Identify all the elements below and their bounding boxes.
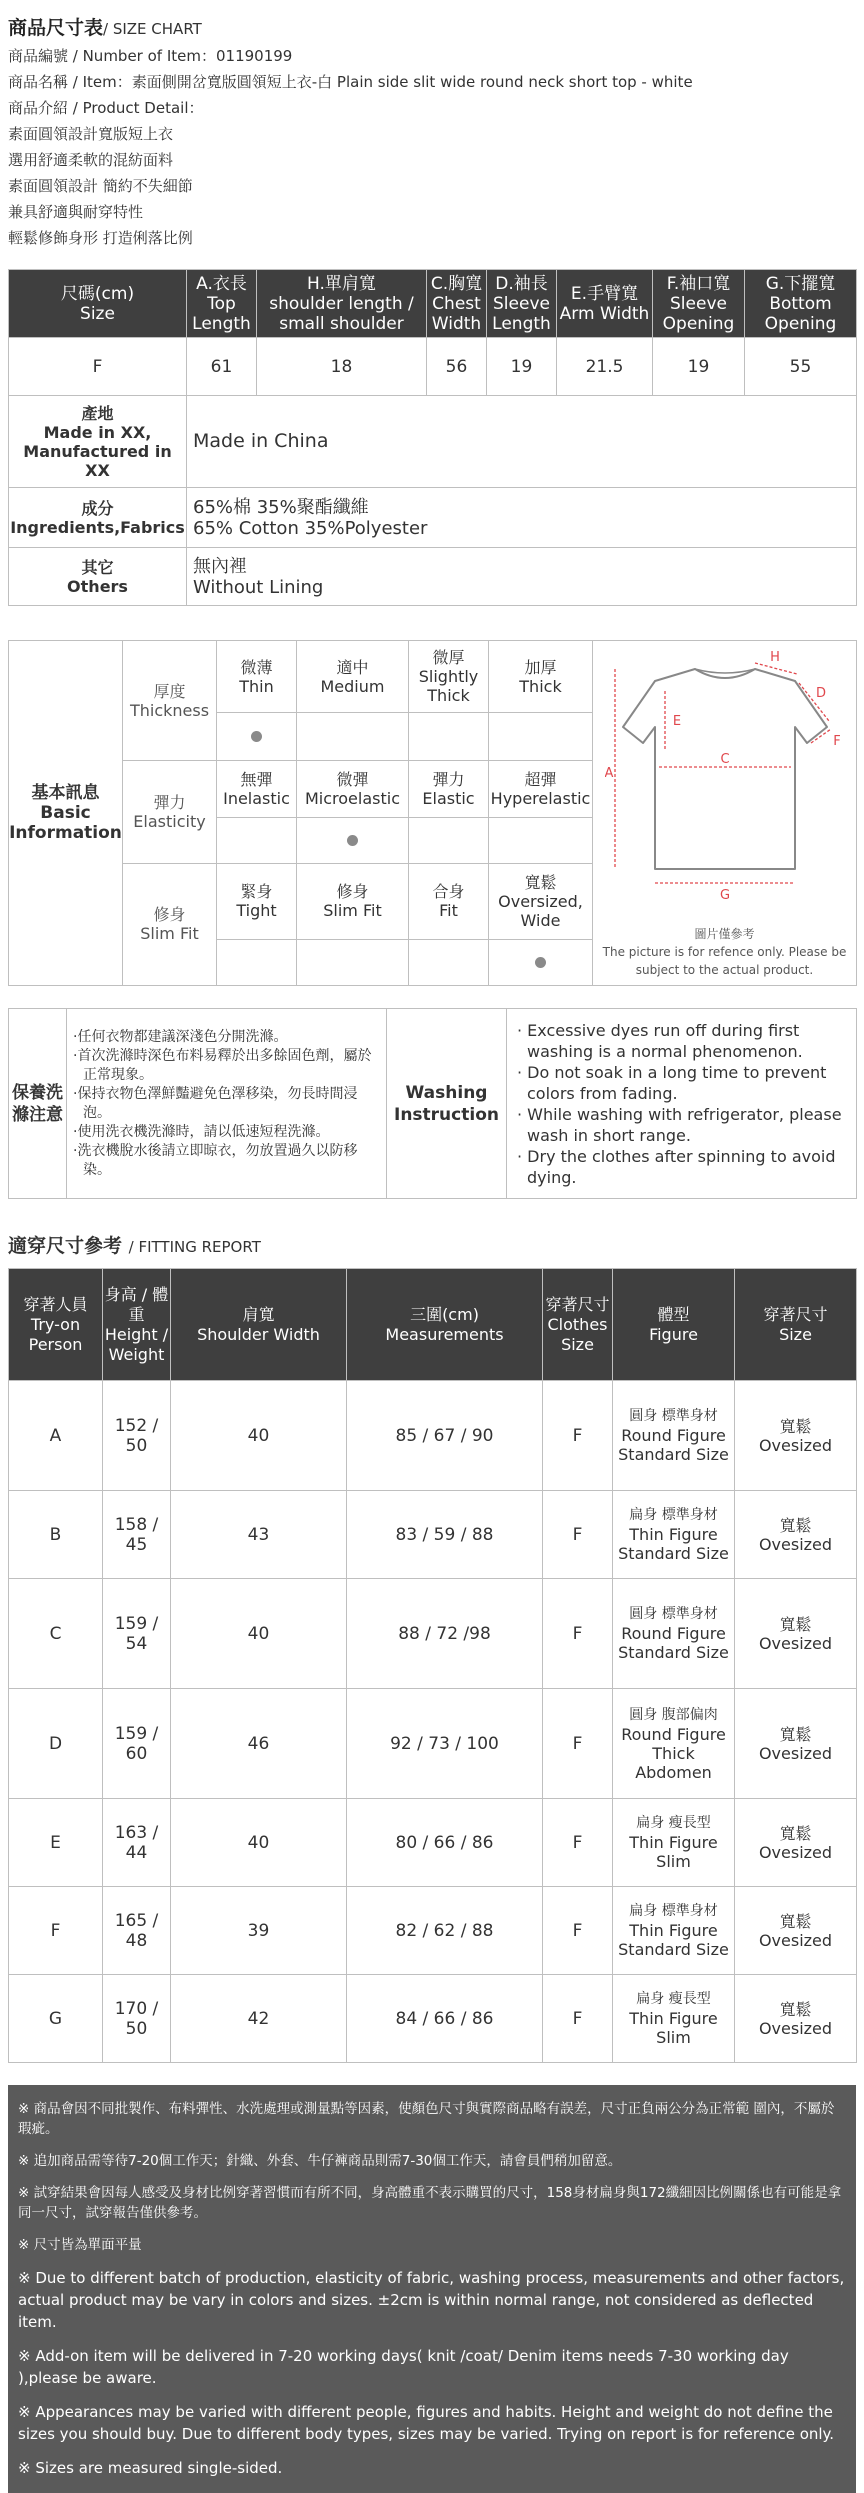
fitting-row (9, 1491, 857, 1579)
notes-panel (8, 2085, 856, 2493)
cell-shoulder: 42 (171, 1975, 347, 2063)
fit-label: 修身 Slim Fit (123, 863, 217, 986)
cell-figure: 圓身 標準身材 Round Figure Standard Size (613, 1381, 735, 1491)
cell-wear-size: 寬鬆 Ovesized (735, 1887, 857, 1975)
detail-line: 素面圓領設計寬版短上衣 (8, 125, 174, 143)
note-cn: ※ 試穿結果會因每人感受及身材比例穿著習慣而有所不同，身高體重不表示購買的尺寸，158身材扁身與172纖細因比例關係也有可能是拿同一尺寸，試穿報告僅供參考。 (18, 2185, 842, 2221)
cell-clothes-size: F (543, 1689, 613, 1799)
cell-figure: 圓身 腹部偏肉 Round Figure Thick Abdomen (613, 1689, 735, 1799)
diagram-letter-e: E (672, 714, 681, 729)
washing-row (9, 1009, 857, 1199)
others-value: 無內裡 Without Lining (187, 548, 857, 606)
option-fit: 合身 Fit (409, 863, 489, 940)
cell-height-weight: 165 / 48 (103, 1887, 171, 1975)
thickness-mark-2 (409, 713, 489, 761)
origin-value: Made in China (187, 396, 857, 488)
col-figure: 體型 Figure (613, 1269, 735, 1381)
detail-line: 素面圓領設計 簡約不失細節 (8, 177, 193, 195)
washing-cn-item: ·洗衣機脫水後請立即晾衣，勿放置過久以防移染。 (73, 1142, 358, 1178)
cell-height-weight: 159 / 60 (103, 1689, 171, 1799)
fitting-row (9, 1579, 857, 1689)
cell-shoulder: 46 (171, 1689, 347, 1799)
cell-person: C (9, 1579, 103, 1689)
cell-height-weight: 152 / 50 (103, 1381, 171, 1491)
elasticity-mark-2 (409, 817, 489, 863)
cell-value: 19 (653, 338, 745, 396)
col-shoulder-width: 肩寬 Shoulder Width (171, 1269, 347, 1381)
cell-measurements: 83 / 59 / 88 (347, 1491, 543, 1579)
cell-value: 19 (487, 338, 557, 396)
washing-cn-list (67, 1009, 387, 1199)
cell-height-weight: 159 / 54 (103, 1579, 171, 1689)
product-info (8, 43, 856, 251)
thickness-mark-0 (217, 713, 297, 761)
col-chest: C.胸寬 Chest Width (427, 270, 487, 338)
cell-wear-size: 寬鬆 Ovesized (735, 1689, 857, 1799)
note-en: ※ Add-on item will be delivered in 7-20 working days( knit /coat/ Denim items needs 7-30 working day ),please be aware. (18, 2347, 789, 2387)
detail-label: 商品介紹 / Product Detail： (8, 99, 204, 117)
cell-shoulder: 40 (171, 1579, 347, 1689)
note-en: ※ Due to different batch of production, elasticity of fabric, washing process, measurements and other factors, actual product may be vary in colors and sizes. ±2cm is within normal range, not considered as deflected item. (18, 2269, 845, 2331)
diagram-letter-a: A (604, 766, 613, 781)
selected-dot (347, 835, 358, 846)
option-elastic: 彈力 Elastic (409, 761, 489, 818)
fit-mark-0 (217, 940, 297, 986)
cell-measurements: 82 / 62 / 88 (347, 1887, 543, 1975)
elasticity-label: 彈力 Elasticity (123, 761, 217, 864)
garment-diagram-cell (593, 641, 857, 986)
cell-shoulder: 39 (171, 1887, 347, 1975)
washing-cn-item: ·首次洗滌時深色布料易釋於出多餘固色劑，屬於正常現象。 (73, 1047, 372, 1083)
note-en: ※ Sizes are measured single-sided. (18, 2459, 283, 2477)
cell-clothes-size: F (543, 1491, 613, 1579)
origin-label: 產地 Made in XX, Manufactured in XX (9, 396, 187, 488)
cell-value: 18 (257, 338, 427, 396)
col-person: 穿著人員 Try-on Person (9, 1269, 103, 1381)
washing-en-list (507, 1009, 857, 1199)
cell-person: D (9, 1689, 103, 1799)
option-hyperelastic: 超彈 Hyperelastic (489, 761, 593, 818)
diagram-letter-h: H (769, 650, 780, 665)
cell-value: 56 (427, 338, 487, 396)
option-slim-fit: 修身 Slim Fit (297, 863, 409, 940)
detail-line: 兼具舒適與耐穿特性 (8, 203, 144, 221)
cell-figure: 扁身 瘦長型 Thin Figure Slim (613, 1975, 735, 2063)
washing-en-item: · While washing with refrigerator, please wash in short range. (517, 1104, 842, 1145)
cell-person: A (9, 1381, 103, 1491)
cell-clothes-size: F (543, 1887, 613, 1975)
washing-label-en: Washing Instruction (387, 1009, 507, 1199)
item-name: 商品名稱 / Item：素面側開岔寬版圓領短上衣-白 Plain side slit wide round neck short top - white (8, 73, 693, 91)
cell-size: F (9, 338, 187, 396)
cell-value: 61 (187, 338, 257, 396)
cell-value: 21.5 (557, 338, 653, 396)
col-measurements: 三圍(cm) Measurements (347, 1269, 543, 1381)
cell-figure: 扁身 標準身材 Thin Figure Standard Size (613, 1491, 735, 1579)
col-height-weight: 身高 / 體重 Height / Weight (103, 1269, 171, 1381)
col-bottom-opening: G.下擺寬 Bottom Opening (745, 270, 857, 338)
cell-measurements: 84 / 66 / 86 (347, 1975, 543, 2063)
detail-line: 選用舒適柔軟的混紡面料 (8, 151, 174, 169)
cell-shoulder: 40 (171, 1381, 347, 1491)
size-chart-table (8, 269, 857, 606)
cell-measurements: 85 / 67 / 90 (347, 1381, 543, 1491)
col-sleeve-opening: F.袖口寬 Sleeve Opening (653, 270, 745, 338)
option-thin: 微薄 Thin (217, 641, 297, 713)
washing-en-item: · Dry the clothes after spinning to avoid dying. (517, 1146, 836, 1187)
cell-height-weight: 163 / 44 (103, 1799, 171, 1887)
elasticity-mark-3 (489, 817, 593, 863)
option-tight: 緊身 Tight (217, 863, 297, 940)
detail-line: 輕鬆修飾身形 打造俐落比例 (8, 229, 193, 247)
washing-cn-item: ·保持衣物色澤鮮豔避免色澤移染，勿長時間浸泡。 (73, 1085, 358, 1121)
diagram-letter-g: G (719, 888, 730, 903)
option-microelastic: 微彈 Microelastic (297, 761, 409, 818)
tshirt-diagram (605, 647, 845, 917)
cell-wear-size: 寬鬆 Ovesized (735, 1579, 857, 1689)
fit-mark-2 (409, 940, 489, 986)
col-arm-width: E.手臂寬 Arm Width (557, 270, 653, 338)
note-cn: ※ 商品會因不同批製作、布料彈性、水洗處理或測量點等因素，使顏色尺寸與實際商品略有誤差，尺寸正負兩公分為正常範 圍內，不屬於瑕疵。 (18, 2101, 835, 2137)
diagram-caption: 圖片僅參考 The picture is for refence only. Please be subject to the actual product. (602, 927, 847, 977)
cell-figure: 圓身 標準身材 Round Figure Standard Size (613, 1579, 735, 1689)
col-clothes-size: 穿著尺寸 Clothes Size (543, 1269, 613, 1381)
cell-figure: 扁身 瘦長型 Thin Figure Slim (613, 1799, 735, 1887)
option-inelastic: 無彈 Inelastic (217, 761, 297, 818)
col-wear-size: 穿著尺寸 Size (735, 1269, 857, 1381)
fitting-row (9, 1799, 857, 1887)
cell-wear-size: 寬鬆 Ovesized (735, 1381, 857, 1491)
cell-clothes-size: F (543, 1975, 613, 2063)
size-chart-header (9, 270, 857, 338)
note-en: ※ Appearances may be varied with different people, figures and habits. Height and weight do not define the sizes you should buy. Due to different body types, sizes may be varied. Trying on report is for reference only. (18, 2403, 835, 2443)
thickness-options-row (9, 641, 857, 713)
cell-clothes-size: F (543, 1381, 613, 1491)
cell-figure: 扁身 標準身材 Thin Figure Standard Size (613, 1887, 735, 1975)
cell-person: B (9, 1491, 103, 1579)
cell-measurements: 88 / 72 /98 (347, 1579, 543, 1689)
tshirt-outline (623, 669, 827, 869)
fitting-title: 適穿尺寸參考 / FITTING REPORT (8, 1235, 261, 1257)
option-thick: 加厚 Thick (489, 641, 593, 713)
fitting-header (9, 1269, 857, 1381)
item-number: 商品編號 / Number of Item：01190199 (8, 47, 293, 65)
diagram-letter-c: C (719, 752, 730, 767)
selected-dot (251, 731, 262, 742)
col-sleeve-length: D.袖長 Sleeve Length (487, 270, 557, 338)
washing-en-item: · Excessive dyes run off during first washing is a normal phenomenon. (517, 1020, 803, 1061)
col-top-length: A.衣長 Top Length (187, 270, 257, 338)
others-label: 其它 Others (9, 548, 187, 606)
elasticity-mark-1 (297, 817, 409, 863)
diagram-letter-f: F (832, 734, 841, 749)
page-title: 商品尺寸表/ SIZE CHART (8, 17, 202, 39)
cell-wear-size: 寬鬆 Ovesized (735, 1975, 857, 2063)
cell-shoulder: 43 (171, 1491, 347, 1579)
fitting-table (8, 1268, 857, 2063)
cell-measurements: 92 / 73 / 100 (347, 1689, 543, 1799)
size-row (9, 338, 857, 396)
col-size: 尺碼(cm) Size (9, 270, 187, 338)
basic-info-label: 基本訊息 Basic Information (9, 641, 123, 986)
fitting-body (9, 1381, 857, 2063)
cell-person: G (9, 1975, 103, 2063)
washing-cn-item: ·任何衣物都建議深淺色分開洗滌。 (73, 1028, 288, 1045)
fitting-row (9, 1689, 857, 1799)
cell-clothes-size: F (543, 1579, 613, 1689)
elasticity-mark-0 (217, 817, 297, 863)
cell-height-weight: 158 / 45 (103, 1491, 171, 1579)
fit-mark-3 (489, 940, 593, 986)
option-medium: 適中 Medium (297, 641, 409, 713)
washing-table (8, 1008, 857, 1199)
ingredients-value: 65%棉 35%聚酯纖維 65% Cotton 35%Polyester (187, 488, 857, 548)
thickness-mark-1 (297, 713, 409, 761)
cell-clothes-size: F (543, 1799, 613, 1887)
fitting-row (9, 1381, 857, 1491)
fitting-row (9, 1975, 857, 2063)
option-oversized: 寬鬆 Oversized, Wide (489, 863, 593, 940)
note-cn: ※ 尺寸皆為單面平量 (18, 2237, 142, 2253)
cell-wear-size: 寬鬆 Ovesized (735, 1799, 857, 1887)
option-slightly-thick: 微厚 Slightly Thick (409, 641, 489, 713)
thickness-label: 厚度 Thickness (123, 641, 217, 761)
fitting-row (9, 1887, 857, 1975)
cell-height-weight: 170 / 50 (103, 1975, 171, 2063)
basic-info-table (8, 640, 857, 986)
cell-person: F (9, 1887, 103, 1975)
ingredients-row (9, 488, 857, 548)
cell-measurements: 80 / 66 / 86 (347, 1799, 543, 1887)
cell-wear-size: 寬鬆 Ovesized (735, 1491, 857, 1579)
washing-label-cn: 保養洗滌注意 (9, 1009, 67, 1199)
others-row (9, 548, 857, 606)
cell-person: E (9, 1799, 103, 1887)
ingredients-label: 成分 Ingredients,Fabrics (9, 488, 187, 548)
thickness-mark-3 (489, 713, 593, 761)
col-shoulder: H.單肩寬 shoulder length / small shoulder (257, 270, 427, 338)
washing-en-item: · Do not soak in a long time to prevent colors from fading. (517, 1062, 827, 1103)
selected-dot (535, 957, 546, 968)
note-cn: ※ 追加商品需等待7-20個工作天；針織、外套、牛仔褲商品則需7-30個工作天，請會員們稍加留意。 (18, 2153, 622, 2169)
origin-row (9, 396, 857, 488)
fit-mark-1 (297, 940, 409, 986)
cell-shoulder: 40 (171, 1799, 347, 1887)
diagram-letter-d: D (815, 686, 826, 701)
washing-cn-item: ·使用洗衣機洗滌時，請以低速短程洗滌。 (73, 1123, 330, 1140)
cell-value: 55 (745, 338, 857, 396)
